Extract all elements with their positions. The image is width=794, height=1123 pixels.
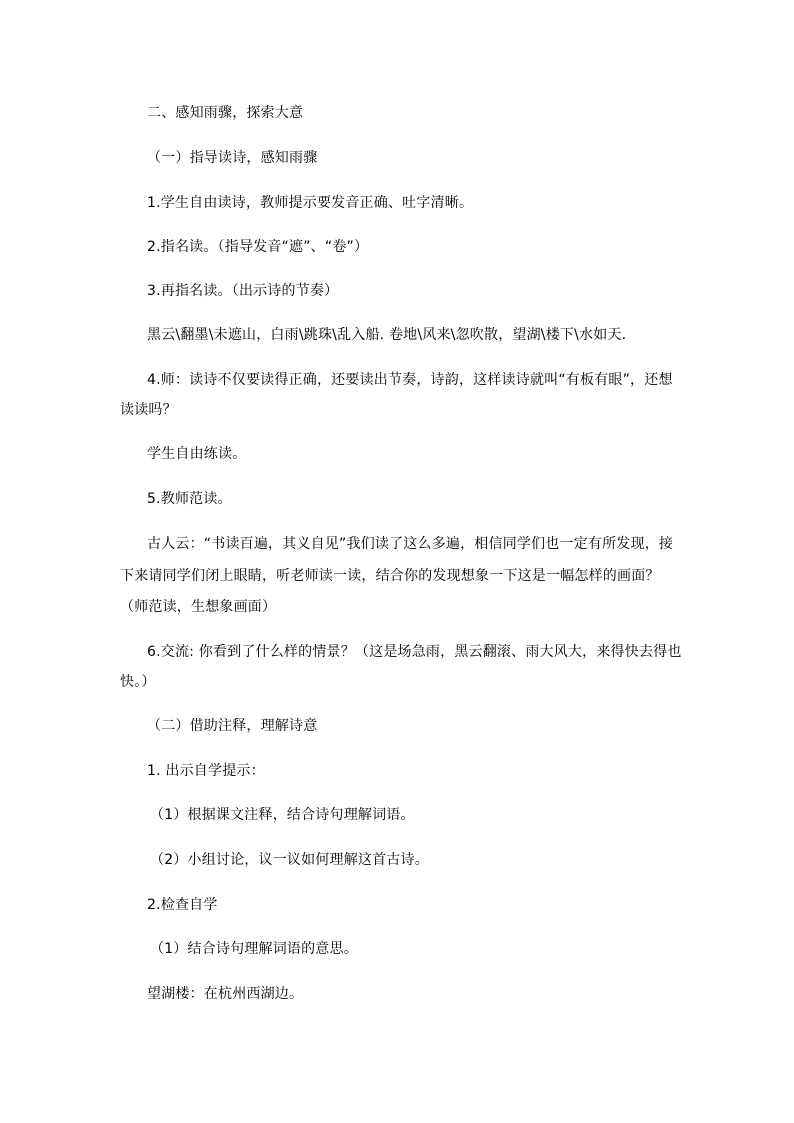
paragraph: 2.指名读。（指导发音“遮”、“卷”） [147, 239, 369, 255]
paragraph-continuation: （师范读，生想象画面） [120, 599, 277, 615]
paragraph: 1. 出示自学提示： [147, 763, 265, 779]
paragraph: 3.再指名读。（出示诗的节奏） [147, 283, 339, 299]
paragraph: 学生自由练读。 [147, 446, 247, 462]
section-heading: 二、感知雨骤，探索大意 [147, 105, 304, 121]
paragraph: 6.交流: 你看到了什么样的情景？（这是场急雨，黑云翻滚、雨大风大，来得快去得也 [147, 644, 682, 660]
paragraph: 1.学生自由读诗，教师提示要发音正确、吐字清晰。 [147, 195, 474, 211]
paragraph-continuation: 下来请同学们闭上眼睛，听老师读一读，结合你的发现想象一下这是一幅怎样的画面？ [120, 568, 660, 584]
paragraph: 望湖楼：在杭州西湖边。 [147, 986, 304, 1002]
paragraph-continuation: 快。） [120, 674, 156, 690]
paragraph: 4.师：读诗不仅要读得正确，还要读出节奏，诗韵，这样读诗就叫“有板有眼”，还想 [147, 372, 673, 388]
paragraph: （1）根据课文注释，结合诗句理解词语。 [150, 807, 415, 823]
paragraph: （1）结合诗句理解词语的意思。 [150, 941, 358, 957]
paragraph: （2）小组讨论，议一议如何理解这首古诗。 [150, 852, 429, 868]
paragraph: 5.教师范读。 [147, 491, 232, 507]
subsection-heading: （一）指导读诗，感知雨骤 [147, 150, 318, 166]
poem-rhythm-line: 黑云\翻墨\未遮山，白雨\跳珠\乱入船. 卷地\风来\忽吹散，望湖\楼下\水如天. [147, 327, 627, 343]
subsection-heading: （二）借助注释，理解诗意 [147, 718, 318, 734]
paragraph: 古人云：“书读百遍，其义自见”我们读了这么多遍，相信同学们也一定有所发现，接 [147, 536, 674, 552]
paragraph: 2.检查自学 [147, 897, 218, 913]
paragraph-continuation: 读读吗？ [120, 402, 177, 418]
